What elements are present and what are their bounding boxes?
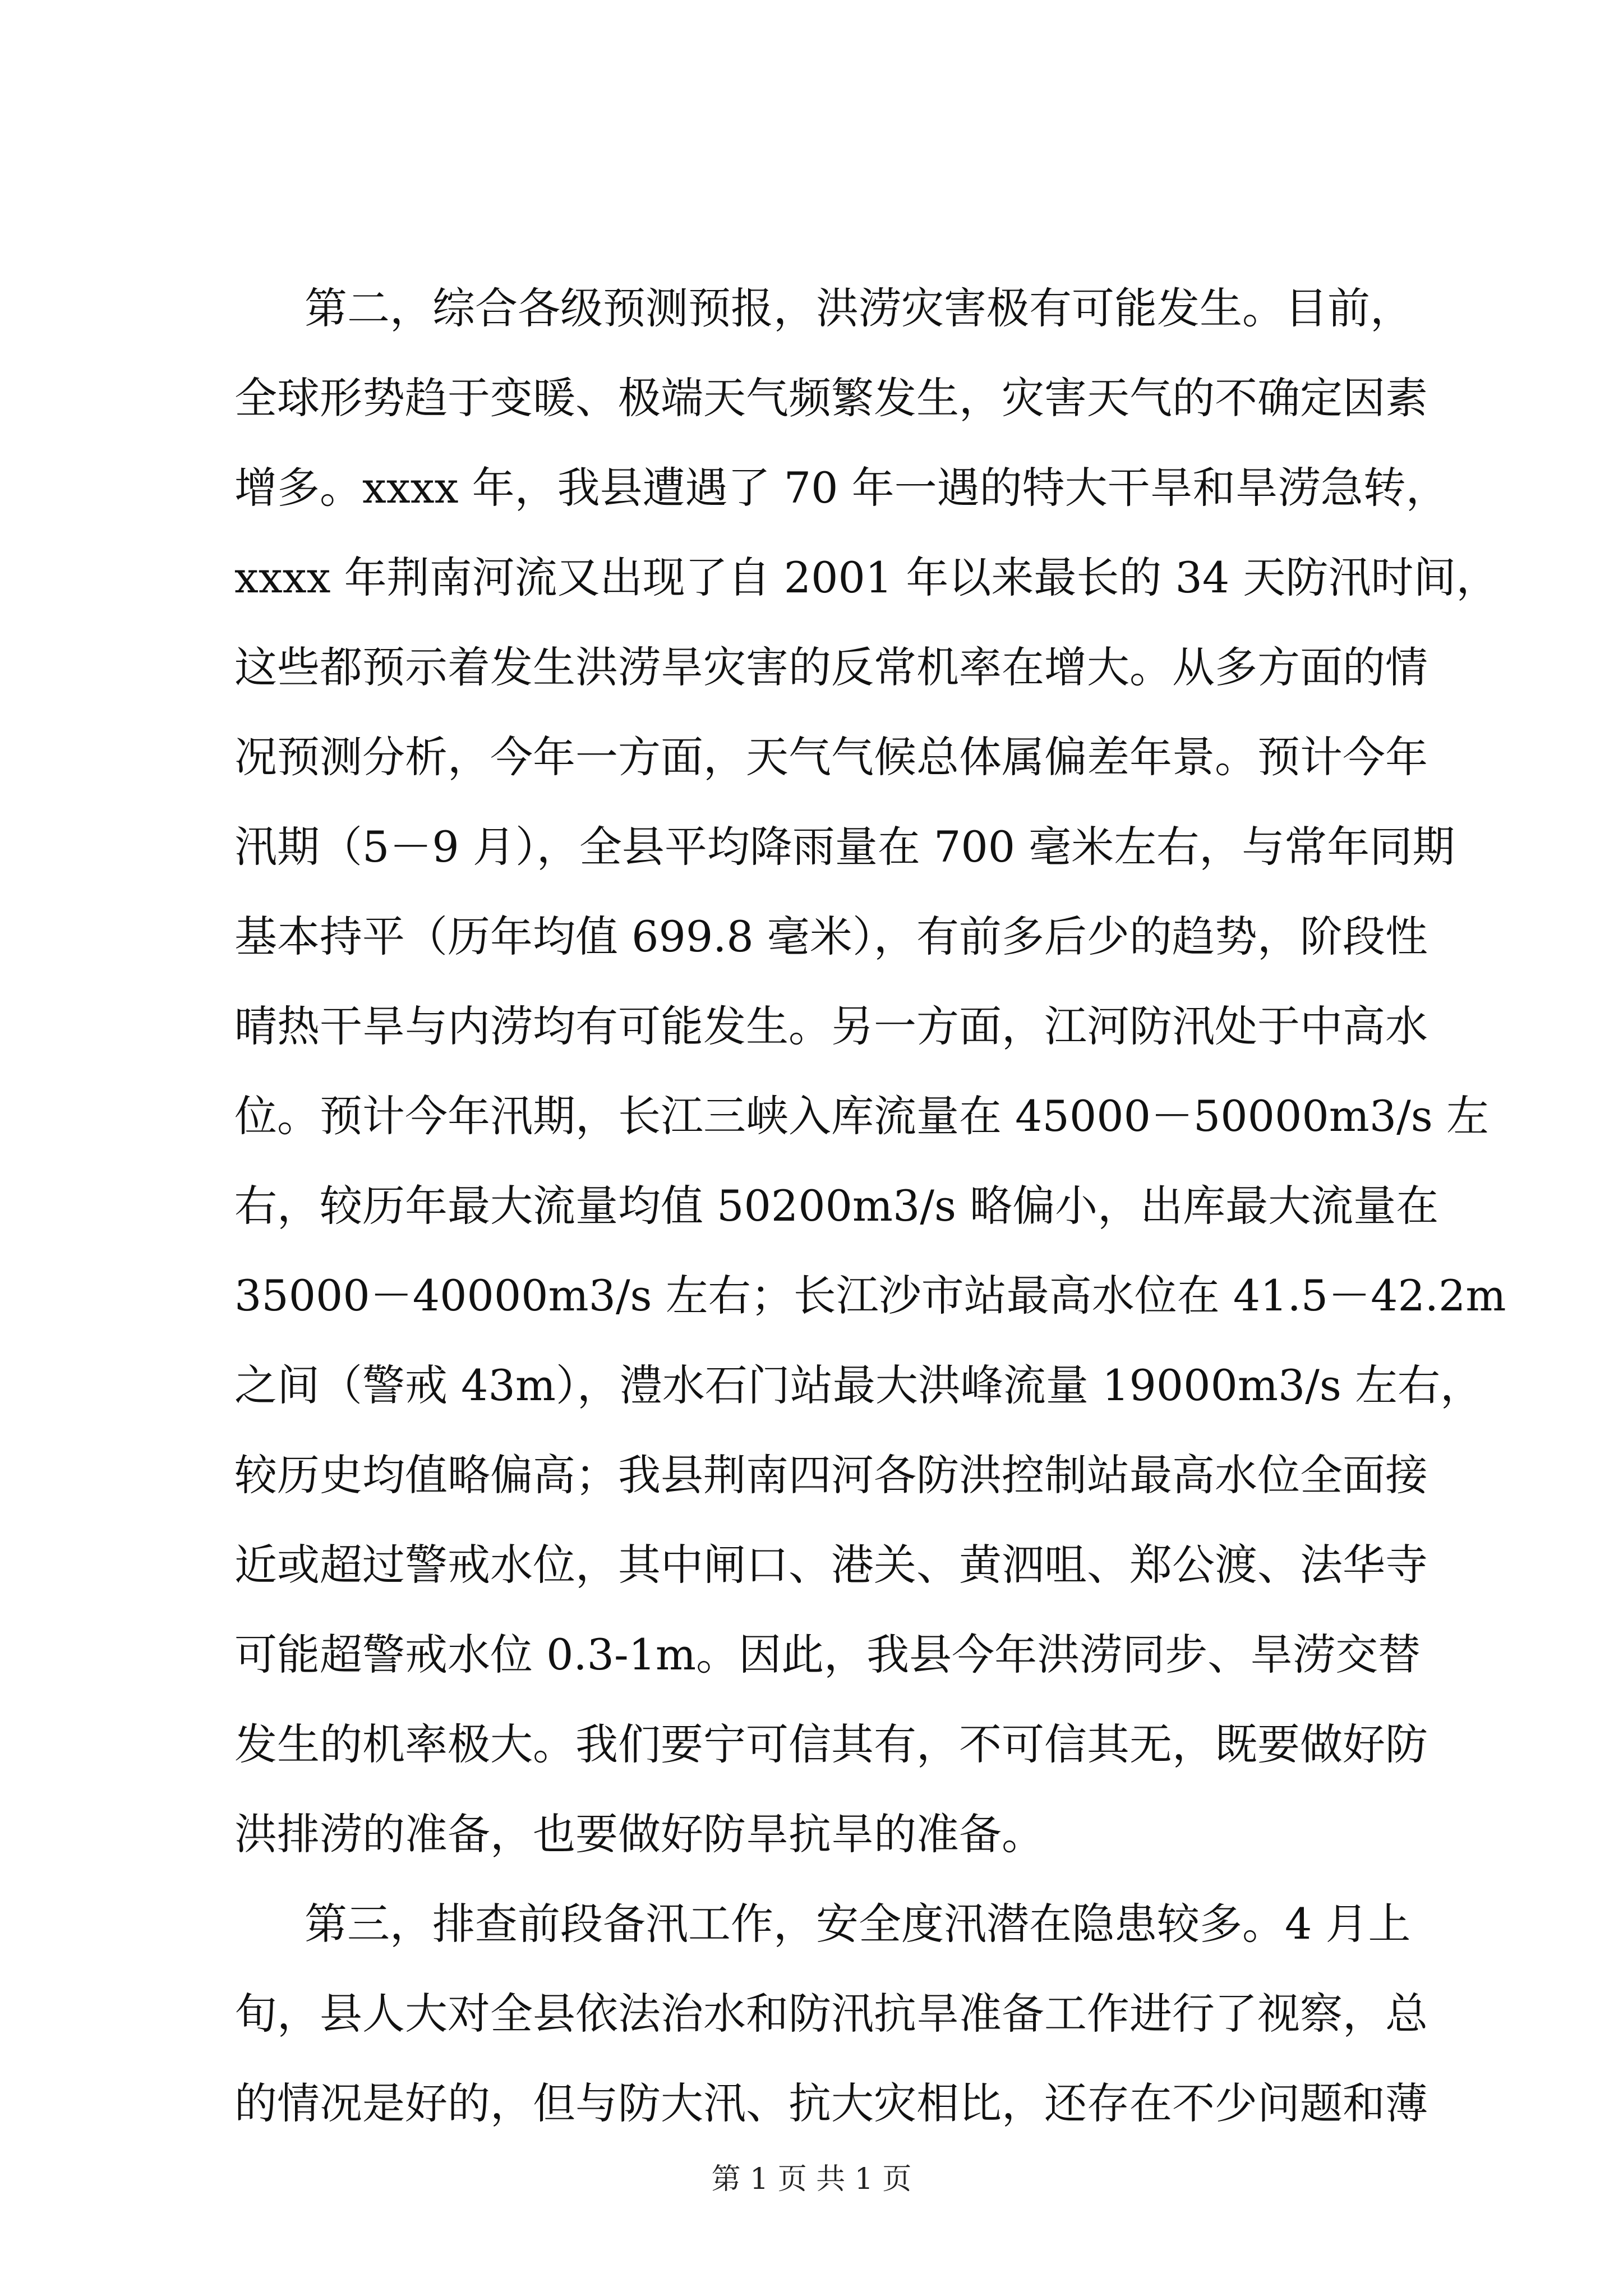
text-line: 35000－40000m3/s 左右；长江沙市站最高水位在 41.5－42.2m [234, 1271, 1506, 1320]
text-line: 这些都预示着发生洪涝旱灾害的反常机率在增大。从多方面的情 [234, 642, 1428, 692]
text-line: 右，较历年最大流量均值 50200m3/s 略偏小，出库最大流量在 [234, 1181, 1439, 1231]
page-footer: 第 1 页 共 1 页 [711, 2162, 912, 2196]
text-line: xxxx 年荆南河流又出现了自 2001 年以来最长的 34 天防汛时间， [234, 553, 1499, 602]
text-line: 第三，排查前段备汛工作，安全度汛潜在隐患较多。4 月上 [305, 1899, 1411, 1949]
text-line: 全球形势趋于变暖、极端天气频繁发生，灾害天气的不确定因素 [234, 373, 1428, 423]
text-line: 第二，综合各级预测预报，洪涝灾害极有可能发生。目前， [305, 283, 1413, 333]
text-line: 近或超过警戒水位，其中闸口、港关、黄泗咀、郑公渡、法华寺 [234, 1540, 1428, 1590]
text-line: 较历史均值略偏高；我县荆南四河各防洪控制站最高水位全面接 [234, 1450, 1428, 1500]
text-line: 旬，县人大对全县依法治水和防汛抗旱准备工作进行了视察，总 [234, 1989, 1428, 2039]
text-line: 的情况是好的，但与防大汛、抗大灾相比，还存在不少问题和薄 [234, 2078, 1428, 2128]
text-line: 增多。xxxx 年，我县遭遇了 70 年一遇的特大干旱和旱涝急转， [234, 463, 1449, 513]
text-line: 况预测分析，今年一方面，天气气候总体属偏差年景。预计今年 [234, 732, 1428, 782]
text-line: 洪排涝的准备，也要做好防旱抗旱的准备。 [234, 1809, 1044, 1859]
text-line: 可能超警戒水位 0.3-1m。因此，我县今年洪涝同步、旱涝交替 [234, 1630, 1421, 1680]
text-line: 基本持平（历年均值 699.8 毫米），有前多后少的趋势，阶段性 [234, 912, 1428, 961]
text-line: 位。预计今年汛期，长江三峡入库流量在 45000－50000m3/s 左 [234, 1091, 1489, 1141]
text-line: 汛期（5－9 月），全县平均降雨量在 700 毫米左右，与常年同期 [234, 822, 1455, 872]
text-line: 晴热干旱与内涝均有可能发生。另一方面，江河防汛处于中高水 [234, 1001, 1428, 1051]
text-line: 发生的机率极大。我们要宁可信其有，不可信其无，既要做好防 [234, 1719, 1428, 1769]
text-line: 之间（警戒 43m），澧水石门站最大洪峰流量 19000m3/s 左右， [234, 1360, 1483, 1410]
